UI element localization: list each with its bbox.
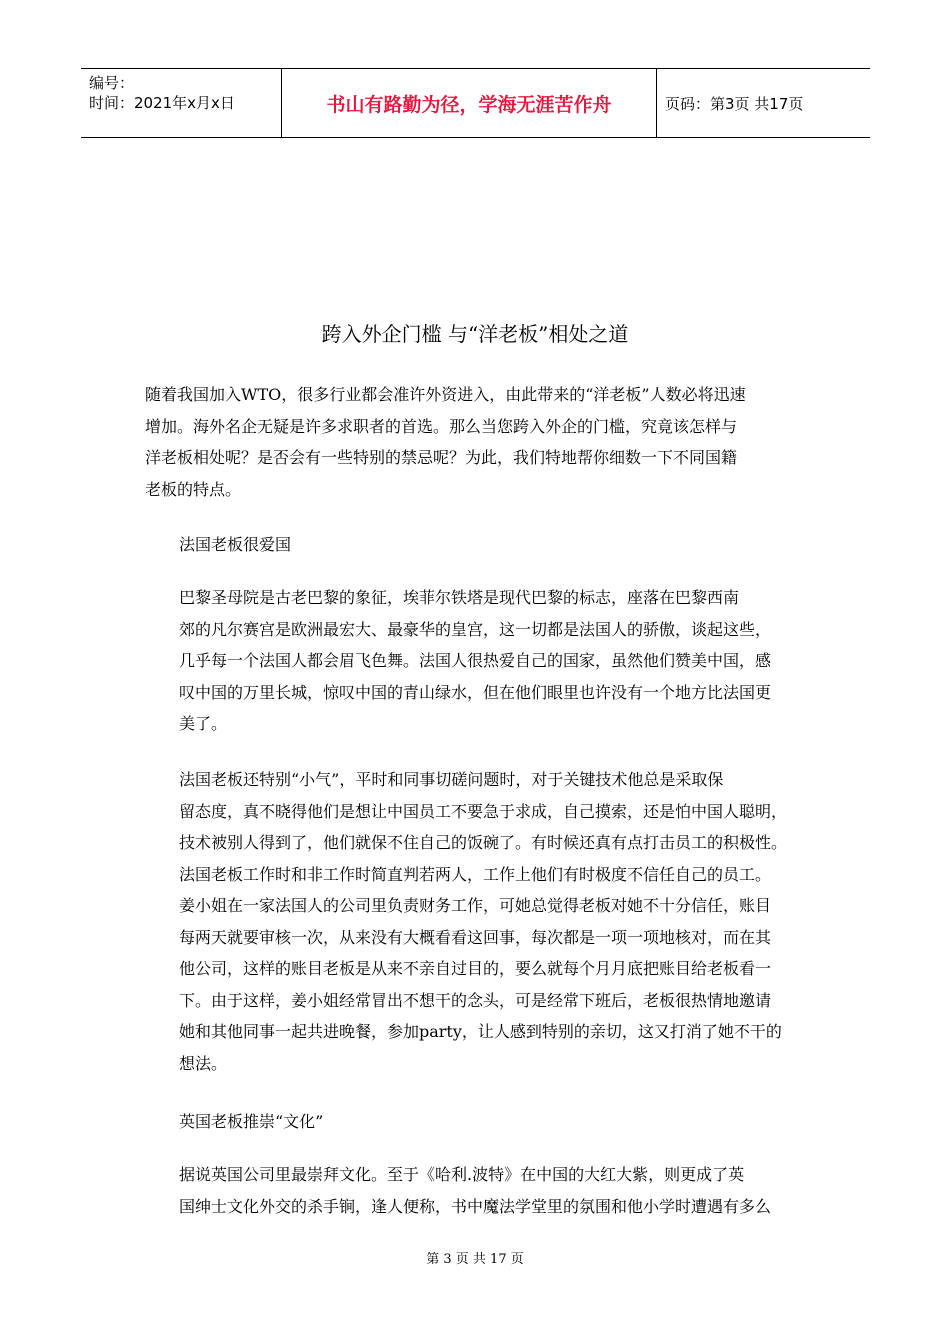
text-line: 郊的凡尔赛宫是欧洲最宏大、最豪华的皇宫，这一切都是法国人的骄傲，谈起这些， [179, 619, 772, 639]
text-line: 洋老板相处呢？是否会有一些特别的禁忌呢？为此，我们特地帮你细数一下不同国籍 [145, 448, 738, 467]
paragraph-britain-1 [145, 1159, 810, 1222]
text-line: 据说英国公司里最崇拜文化。至于《哈利.波特》在中国的大红大紫，则更成了英 [179, 1165, 745, 1184]
section-heading-france [145, 529, 810, 561]
text-line: 老板的特点。 [145, 479, 242, 499]
header-info-cell [81, 69, 282, 137]
header-page-label: 页码：第3页 共17页 [665, 94, 804, 113]
paragraph-intro [145, 379, 810, 505]
text-line: 想法。 [179, 1053, 228, 1073]
paragraph-france-1 [145, 582, 810, 740]
section-heading-britain [145, 1106, 810, 1138]
text-line: 每两天就要审核一次，从来没有大概看看这回事，每次都是一项一项地核对，而在其 [179, 927, 772, 947]
text-line: 国绅士文化外交的杀手锏，逢人便称，书中魔法学堂里的氛围和他小学时遭遇有多么 [179, 1196, 772, 1216]
text-line: 留态度，真不晓得他们是想让中国员工不要急于求成，自己摸索，还是怕中国人聪明， [179, 801, 788, 821]
text-line: 增加。海外名企无疑是许多求职者的首选。那么当您跨入外企的门槛，究竟该怎样与 [145, 416, 738, 436]
text-line: 法国老板还特别“小气”，平时和同事切磋问题时，对于关键技术他总是采取保 [179, 770, 724, 789]
text-line: 他公司，这样的账目老板是从来不亲自过目的，要么就每个月月底把账目给老板看一 [179, 959, 772, 978]
text-line: 随着我国加入WTO，很多行业都会准许外资进入，由此带来的“洋老板”人数必将迅速 [145, 385, 746, 404]
text-line: 几乎每一个法国人都会眉飞色舞。法国人很热爱自己的国家，虽然他们赞美中国，感 [179, 651, 772, 670]
document-time-label: 时间：2021年x月x日 [89, 94, 235, 112]
text-line: 巴黎圣母院是古老巴黎的象征，埃菲尔铁塔是现代巴黎的标志，座落在巴黎西南 [179, 588, 740, 607]
text-line: 技术被别人得到了，他们就保不住自己的饭碗了。有时候还真有点打击员工的积极性。 [179, 833, 788, 852]
text-line: 下。由于这样，姜小姐经常冒出不想干的念头，可是经常下班后，老板很热情地邀请 [179, 990, 772, 1010]
text-line: 叹中国的万里长城，惊叹中国的青山绿水，但在他们眼里也许没有一个地方比法国更 [179, 682, 772, 702]
page-footer: 第 3 页 共 17 页 [426, 1252, 524, 1267]
paragraph-france-2 [145, 764, 810, 1079]
text-line: 姜小姐在一家法国人的公司里负责财务工作，可她总觉得老板对她不十分信任，账目 [179, 896, 772, 915]
document-number-label: 编号： [89, 74, 135, 92]
page-header [81, 68, 870, 138]
header-motto: 书山有路勤为径，学海无涯苦作舟 [282, 69, 657, 137]
text-line: 美了。 [179, 714, 228, 733]
text-line: 英国老板推崇“文化” [179, 1112, 324, 1131]
text-line: 法国老板工作时和非工作时简直判若两人，工作上他们有时极度不信任自己的员工。 [179, 864, 772, 884]
text-line: 法国老板很爱国 [179, 535, 292, 554]
text-line: 她和其他同事一起共进晚餐，参加party，让人感到特别的亲切，这又打消了她不干的 [179, 1022, 782, 1041]
article-title: 跨入外企门槛 与“洋老板”相处之道 [321, 322, 629, 346]
